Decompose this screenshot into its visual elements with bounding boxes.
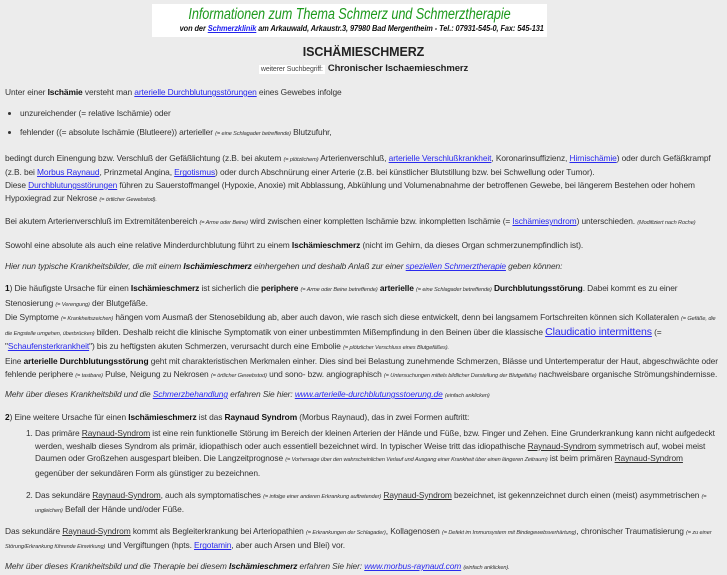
- text-segment: (= ": [5, 326, 662, 352]
- text-segment: unzureichender (= relative Ischämie) oder: [20, 107, 171, 118]
- text-link[interactable]: arterielle Durchblutungsstörungen: [134, 87, 257, 97]
- text-segment: Unter einer: [5, 87, 48, 97]
- text-segment: ) Die häufigste Ursache für einen: [9, 282, 131, 293]
- text-segment: periphere: [261, 282, 299, 293]
- text-segment: geben können:: [505, 261, 563, 272]
- text-segment: ist das: [196, 411, 225, 422]
- article-content: [5, 86, 720, 575]
- text-segment: Raynaud Syndrom: [224, 411, 298, 422]
- paragraph: [5, 355, 720, 382]
- annotation-text: (= Untersuchungen mittels bildlicher Darstellung der Blutgefäße): [383, 372, 537, 379]
- text-link[interactable]: www.arterielle-durchblutungsstoerung.de: [294, 389, 443, 400]
- text-segment: Mehr über dieses Krankheitsbild und die: [5, 389, 153, 400]
- text-segment: kommt als Begleiterkrankung bei Arteriopathien: [130, 525, 306, 536]
- text-segment: , auch als symptomatisches: [160, 489, 264, 500]
- text-segment: bedingt durch Einengung bzw. Verschluß der Gefäßlichtung (z.B. bei akutem: [5, 152, 284, 163]
- annotation-text: (= Krankheitszeichen): [60, 316, 114, 323]
- text-segment: Hier nun typische Krankheitsbilder, die mit einem: [5, 261, 184, 272]
- list-item: [35, 427, 720, 479]
- text-segment: Raynaud-Syndrom: [81, 428, 151, 439]
- text-segment: (nicht im Gehirn, da dieses Organ schmerzunempfindlich ist).: [360, 239, 584, 250]
- text-segment: und Vergiftungen (hpts.: [105, 540, 195, 551]
- annotation-text: (= Gefäße, die die Engstelle umgehen, überbrücken): [5, 316, 716, 337]
- text-segment: versteht man: [82, 87, 135, 97]
- text-segment: ) oder durch Abschnürung einer Arterie (z.B. bei künstlicher Blutstillung bzw. bei Schwellung oder Tumor).: [215, 167, 595, 178]
- annotation-text: (einfach anklicken).: [463, 565, 510, 572]
- annotation-text: (= eine Schlagader betreffende): [215, 131, 291, 138]
- text-segment: führen zu Sauerstoffmangel (Hypoxie, Anoxie) mit Abblassung, Abkühlung und Volumenabnahme der betroffenen Gewebe, bei längerem Bestehen oder hohem Hypoxiegrad zur Nekrose: [5, 179, 695, 203]
- search-term: Chronischer Ischaemieschmerz: [327, 63, 469, 74]
- text-segment: arterielle: [379, 282, 414, 293]
- paragraph: [5, 311, 720, 355]
- paragraph: [5, 525, 720, 554]
- text-link[interactable]: arterielle Verschlußkrankheit: [388, 152, 492, 163]
- text-segment: Ischämie: [47, 87, 83, 97]
- annotation-text: (= örtlicher Gewebstod): [210, 372, 267, 379]
- text-segment: ") bis zu heftigsten akuten Schmerzen, verursacht durch eine Embolie: [89, 341, 344, 352]
- list-item: [20, 126, 720, 141]
- annotation-text: (= Arme oder Beine betreffende): [300, 286, 378, 293]
- text-segment: , chronischer Traumatisierung: [576, 525, 686, 536]
- annotation-text: (= Verengung): [55, 301, 90, 308]
- paragraph: [5, 411, 720, 424]
- text-link[interactable]: Ergotismus: [174, 167, 216, 178]
- text-segment: bilden. Deshalb reicht die klinische Symptomatik von einer unbestimmten Mißempfindung in den Beinen über die klassische: [94, 326, 546, 337]
- text-segment: Ischämieschmerz: [228, 561, 298, 572]
- text-segment: wird zwischen einer kompletten Ischämie bzw. inkompletten Ischämie (=: [247, 216, 513, 227]
- text-link[interactable]: Hirnischämie: [569, 152, 617, 163]
- annotation-text: (= plötzlichem): [283, 156, 319, 163]
- text-segment: Sowohl eine absolute als auch eine relative Minderdurchblutung führt zu einem: [5, 239, 292, 250]
- text-segment: bezeichnet, ist gekennzeichnet durch einen (meist) asymmetrischen: [451, 489, 702, 500]
- paragraph: [5, 152, 720, 179]
- bullet-list: [5, 107, 720, 141]
- text-link[interactable]: Ergotamin: [194, 540, 232, 551]
- text-segment: , Koronarinsuffizienz,: [491, 152, 570, 163]
- text-segment: ist beim primären: [547, 453, 615, 464]
- list-item: [20, 107, 720, 120]
- text-segment: Durchblutungsstörung: [493, 282, 583, 293]
- text-segment: Blutzufuhr,: [290, 127, 332, 138]
- annotation-text: (= Defekt im Immunsystem mit Bindegewebsverhärtung): [441, 529, 577, 536]
- text-segment: erfahren Sie hier:: [297, 561, 365, 572]
- text-segment: , aber auch Arsen und Blei) vor.: [231, 540, 345, 551]
- text-link[interactable]: speziellen Schmerztherapie: [405, 261, 506, 272]
- annotation-text: (einfach anklicken): [444, 393, 490, 400]
- paragraph: [5, 179, 720, 206]
- text-segment: ) oder durch Gefäßkrampf (z.B. bei: [5, 152, 711, 178]
- text-segment: Ischämieschmerz: [130, 282, 200, 293]
- text-segment: erfahren Sie hier:: [227, 389, 295, 400]
- text-segment: Befall der Hände und/oder Füße.: [62, 504, 184, 515]
- text-segment: der Blutgefäße.: [89, 297, 148, 308]
- text-segment: Raynaud-Syndrom: [614, 453, 683, 464]
- text-segment: Raynaud-Syndrom: [62, 525, 131, 536]
- annotation-text: (= Erkrankungen der Schlagader): [305, 529, 386, 536]
- text-segment: Das primäre: [35, 428, 82, 439]
- text-segment: Die Symptome: [5, 312, 61, 323]
- text-link[interactable]: Claudicatio intermittens: [545, 325, 652, 338]
- text-segment: 1: [5, 282, 10, 293]
- text-segment: Das sekundäre: [35, 489, 93, 500]
- annotation-text: (= tastbare): [75, 372, 103, 379]
- banner-address-text: am Arkauwald, Arkaustr.3, 97980 Bad Mergentheim - Tel.: 07931-545-0, Fax: 545-131: [256, 23, 544, 33]
- text-segment: Raynaud-Syndrom: [527, 440, 596, 451]
- annotation-text: (= ungleichen): [35, 493, 707, 515]
- banner-title: Informationen zum Thema Schmerz und Schmerztherapie: [188, 6, 511, 23]
- text-segment: einhergehen und deshalb Anlaß zur einer: [251, 261, 406, 272]
- text-segment: ist eine rein funktionelle Störung im Bereich der kleinen Arterien der Hände und Füße, bzw. Finger und Zehen. Eine Grunderkrankung kann nicht aufgedeckt werden, weshalb dieses Syndrom als primär, idiopathisch oder auch essentiell bezeichnet wird. In typischer Weise tritt das idiopathische: [35, 428, 715, 451]
- list-item: [35, 489, 720, 518]
- text-segment: Raynaud-Syndrom: [92, 489, 161, 500]
- paragraph: [5, 282, 720, 311]
- paragraph: [5, 239, 720, 252]
- text-segment: , Kollagenosen: [385, 525, 442, 536]
- text-segment: nachweisbare organische Strömungshindernisse.: [536, 368, 718, 379]
- text-segment: Eine: [5, 355, 24, 366]
- banner-prefix: von der: [179, 23, 208, 33]
- annotation-text: (= zu einer Störung/Erkrankung führende Einwirkung): [5, 529, 712, 551]
- text-link[interactable]: Schaufensterkrankheit: [7, 341, 90, 352]
- text-link[interactable]: Durchblutungsstörungen: [28, 179, 118, 190]
- text-segment: hängen vom Ausmaß der Stenosebildung ab, aber auch davon, wie rasch sich diese entwickelt, denn bei langsamem Fortschreiten können sich Kollateralen: [113, 312, 681, 323]
- paragraph: [5, 86, 720, 99]
- paragraph: [5, 388, 720, 403]
- text-segment: (Morbus Raynaud), das in zwei Formen auftritt:: [297, 411, 470, 422]
- text-segment: Pulse, Neigung zu Nekrosen: [102, 368, 211, 379]
- text-segment: Raynaud-Syndrom: [383, 489, 452, 500]
- paragraph: [5, 215, 720, 230]
- text-link[interactable]: Ischämiesyndrom: [512, 216, 577, 227]
- text-segment: Ischämieschmerz: [128, 411, 197, 422]
- text-segment: ist sicherlich die: [199, 282, 262, 293]
- text-segment: und sono- bzw. angiographisch: [266, 368, 384, 379]
- text-segment: Arterienverschluß,: [318, 152, 389, 163]
- annotation-text: (= Arme oder Beine): [199, 220, 248, 227]
- text-segment: fehlender ((= absolute Ischämie (Blutleere)) arterieller: [20, 127, 216, 138]
- text-segment: Diese: [5, 179, 29, 190]
- annotation-text: (Modifiziert nach Roche): [637, 220, 696, 227]
- annotation-text: (= Vorhersage über den wahrscheinlichen Verlauf und Ausgang einer Krankheit über einen längeren Zeitraum): [285, 457, 548, 464]
- text-segment: ) Eine weitere Ursache für einen: [9, 411, 129, 422]
- page-subtitle: [0, 63, 727, 74]
- text-segment: eines Gewebes infolge: [256, 87, 342, 97]
- text-segment: Ischämieschmerz: [291, 239, 361, 250]
- text-segment: symmetrisch auf, wobei meist Daumen oder Großzehen ausgespart bleiben. Die Langzeitprognose: [35, 440, 706, 464]
- text-segment: ) unterschieden.: [576, 216, 638, 227]
- text-segment: Bei akutem Arterienverschluß im Extremitätenbereich: [5, 216, 200, 227]
- text-segment: arterielle Durchblutungsstörung: [23, 355, 149, 366]
- text-segment: , Prinzmetal Angina,: [99, 167, 175, 178]
- text-segment: geht mit charakteristischen Merkmalen einher. Dies sind bei Belastung zunehmende Schmerzen, Blässe und Untertemperatur der Haut, abgeschwächte oder fehlende periphere: [5, 355, 718, 379]
- text-link[interactable]: Schmerzbehandlung: [152, 389, 228, 400]
- text-segment: Das sekundäre: [5, 525, 63, 536]
- text-link[interactable]: www.morbus-raynaud.com: [364, 561, 462, 572]
- text-segment: Ischämieschmerz: [183, 261, 252, 272]
- annotation-text: (= plötzlicher Verschluss eines Blutgefäßes).: [343, 345, 449, 352]
- text-segment: 2: [5, 411, 10, 422]
- page-title: ISCHÄMIESCHMERZ: [302, 45, 425, 59]
- text-segment: Mehr über dieses Krankheitsbild und die Therapie bei diesem: [5, 561, 229, 572]
- annotation-text: (= örtlicher Gewebstod).: [99, 196, 157, 203]
- annotation-text: (= infolge einer anderen Erkrankung auftretender): [263, 493, 382, 500]
- schmerzklinik-link[interactable]: Schmerzklinik: [207, 23, 257, 33]
- annotation-text: (= eine Schlagader betreffende): [416, 286, 492, 293]
- paragraph: [5, 260, 720, 273]
- banner-address: [179, 23, 544, 34]
- text-link[interactable]: Morbus Raynaud: [37, 167, 100, 178]
- numbered-list: [5, 427, 720, 518]
- header-banner: [152, 4, 547, 37]
- text-segment: . Dabei kommt es zu einer Stenosierung: [5, 282, 678, 308]
- paragraph: [5, 560, 720, 575]
- text-segment: gegenüber der sekundären Form als günstiger zu bezeichnen.: [35, 468, 261, 479]
- search-term-tag: weiterer Suchbegriff:: [260, 66, 323, 73]
